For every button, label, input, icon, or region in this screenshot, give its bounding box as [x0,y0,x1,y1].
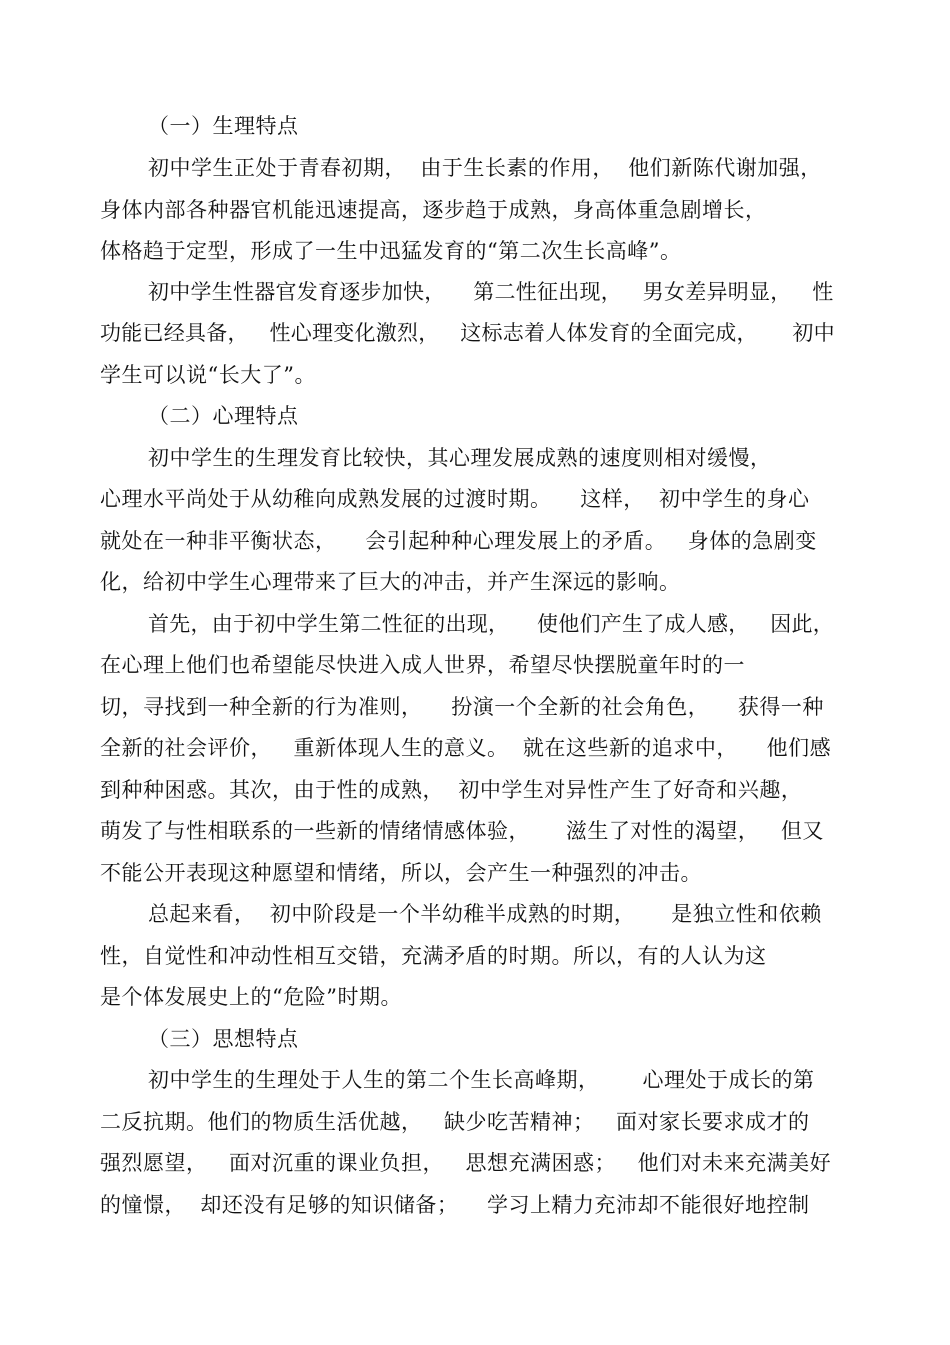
section-heading-thought: （三）思想特点 [148,1027,299,1051]
paragraph-line: 功能已经具备， 性心理变化激烈， 这标志着人体发育的全面完成， 初中 [100,321,835,345]
paragraph-line: 初中学生性器官发育逐步加快， 第二性征出现， 男女差异明显， 性 [148,280,834,304]
paragraph-line: 是个体发展史上的“危险”时期。 [100,985,402,1009]
paragraph-line: 总起来看， 初中阶段是一个半幼稚半成熟的时期， 是独立性和依赖 [148,902,822,926]
paragraph-line: 切，寻找到一种全新的行为准则， 扮演一个全新的社会角色， 获得一种 [100,695,824,719]
section-heading-physiology: （一）生理特点 [148,114,299,138]
paragraph-line: 体格趋于定型，形成了一生中迅猛发育的“第二次生长高峰”。 [100,239,682,263]
paragraph-line: 学生可以说“长大了”。 [100,363,316,387]
paragraph-line: 全新的社会评价， 重新体现人生的意义。 就在这些新的追求中， 他们感 [100,736,832,760]
paragraph-line: 初中学生的生理处于人生的第二个生长高峰期， 心理处于成长的第 [148,1068,815,1092]
paragraph-line: 在心理上他们也希望能尽快进入成人世界，希望尽快摆脱童年时的一 [100,653,745,677]
paragraph-line: 到种种困惑。其次，由于性的成熟， 初中学生对异性产生了好奇和兴趣， [100,778,803,802]
paragraph-line: 就处在一种非平衡状态， 会引起种种心理发展上的矛盾。 身体的急剧变 [100,529,817,553]
paragraph-line: 性，自觉性和冲动性相互交错，充满矛盾的时期。所以，有的人认为这 [100,944,767,968]
paragraph-line: 初中学生正处于青春初期， 由于生长素的作用， 他们新陈代谢加强， [148,156,822,180]
paragraph-line: 萌发了与性相联系的一些新的情绪情感体验， 滋生了对性的渴望， 但又 [100,819,824,843]
paragraph-line: 强烈愿望， 面对沉重的课业负担， 思想充满困惑； 他们对未来充满美好 [100,1151,832,1175]
paragraph-line: 二反抗期。他们的物质生活优越， 缺少吃苦精神； 面对家长要求成才的 [100,1110,810,1134]
section-heading-psychology: （二）心理特点 [148,404,299,428]
paragraph-line: 化，给初中学生心理带来了巨大的冲击，并产生深远的影响。 [100,570,681,594]
paragraph-line: 初中学生的生理发育比较快，其心理发展成熟的速度则相对缓慢， [148,446,772,470]
paragraph-line: 不能公开表现这种愿望和情绪，所以，会产生一种强烈的冲击。 [100,861,702,885]
paragraph-line: 的憧憬， 却还没有足够的知识储备； 学习上精力充沛却不能很好地控制 [100,1193,810,1217]
paragraph-line: 身体内部各种器官机能迅速提高，逐步趋于成熟，身高体重急剧增长， [100,198,767,222]
paragraph-line: 首先，由于初中学生第二性征的出现， 使他们产生了成人感， 因此， [148,612,834,636]
paragraph-line: 心理水平尚处于从幼稚向成熟发展的过渡时期。 这样， 初中学生的身心 [100,487,810,511]
